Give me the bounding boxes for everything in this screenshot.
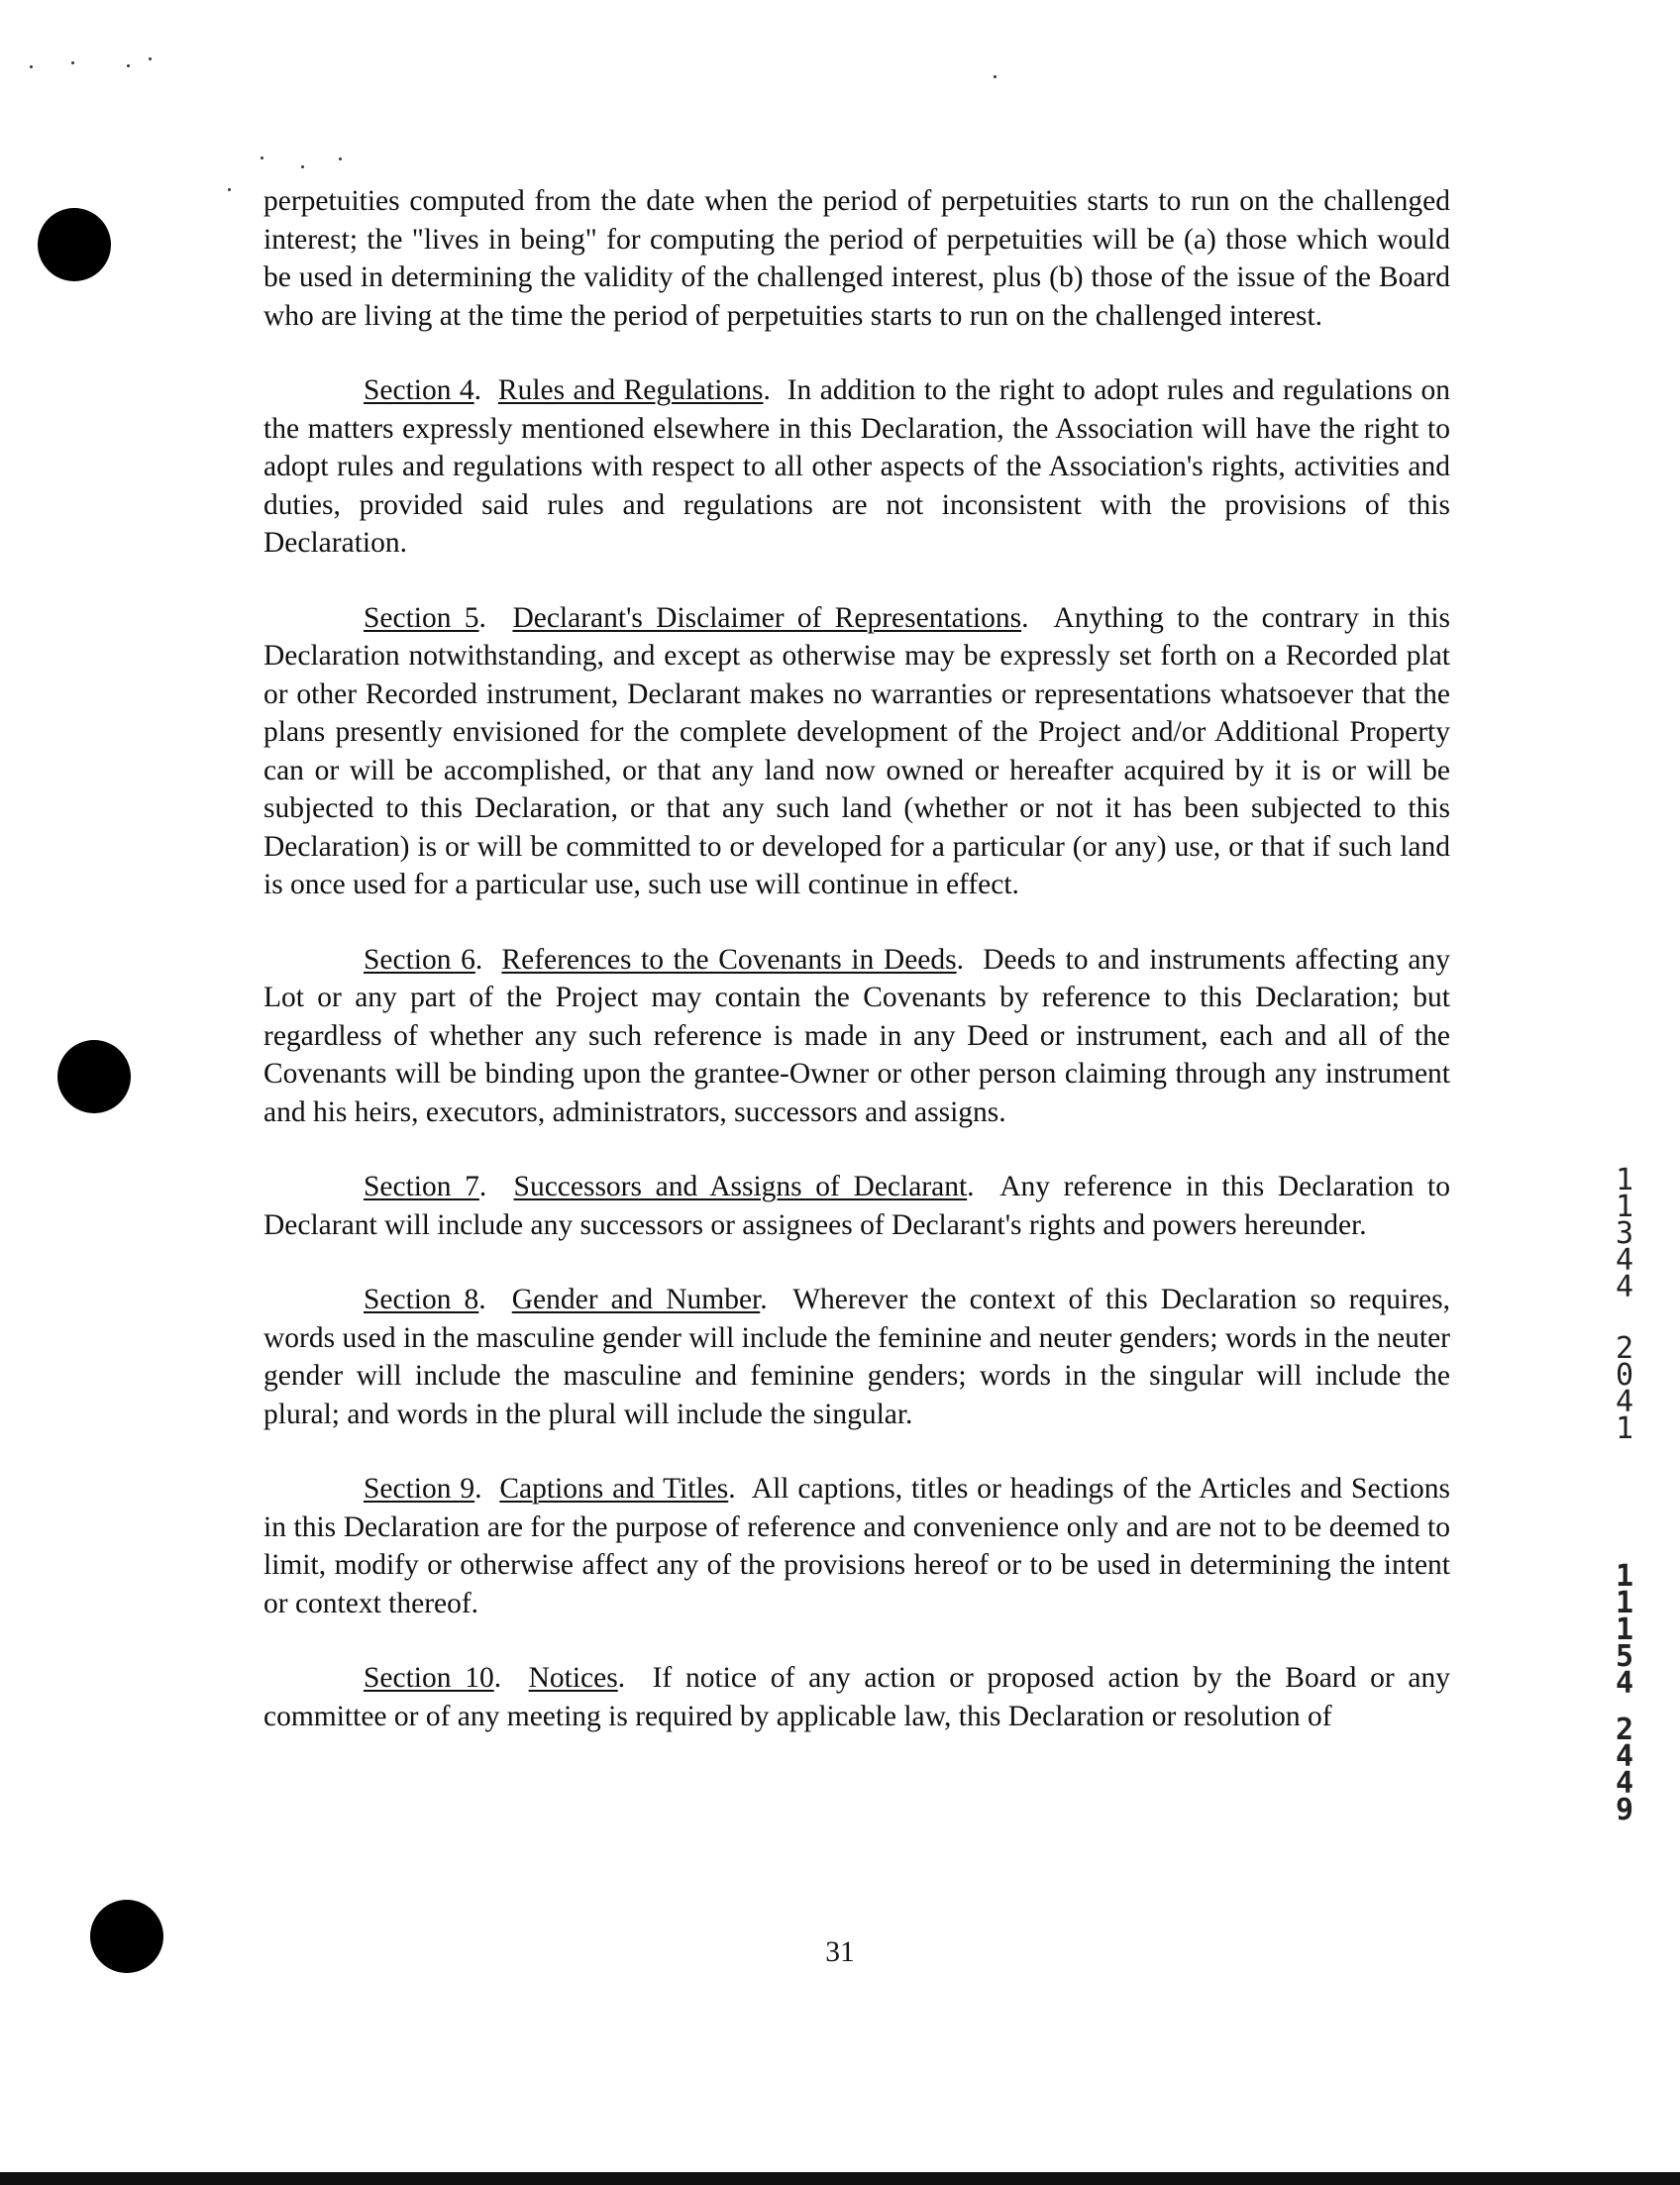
section-7-title: Successors and Assigns of Declarant [513, 1171, 968, 1202]
section-9-title: Captions and Titles [499, 1473, 729, 1505]
stamp-digit: 1 [1615, 1613, 1634, 1647]
section-10-number: Section 10 [364, 1662, 494, 1694]
section-6-title: References to the Covenants in Deeds [501, 943, 957, 976]
section-10-paragraph: Section 10. Notices. If notice of any action or proposed action by the Board or any committee or of any meeting is required by applicable law, this Declaration or resolution of [263, 1662, 1451, 1732]
stamp-digit: 4 [1615, 1270, 1634, 1304]
section-8-paragraph: Section 8. Gender and Number. Wherever the context of this Declaration so requires, words used in the masculine gender will include the feminine and neuter genders; words in the neuter gender will include the masculine and feminine genders; words in the singular will include the plural; and words in the plural will include the singular. [263, 1284, 1450, 1430]
stamp-digit: 4 [1615, 1766, 1634, 1801]
section-9-body: All captions, titles or headings of the Articles and Sections in this Declaration are for the purpose of reference and convenience only and are not to be deemed to limit, modify or otherwise affect any of the provisions hereof or to be used in determining the intent or context thereof. [263, 1473, 1451, 1619]
scan-speck [261, 156, 263, 159]
section-8-body: Wherever the context of this Declaration so requires, words used in the masculine gender will include the feminine and neuter genders; words in the neuter gender will include the masculine and feminine genders; words in the singular will include the plural; and words in the plural will include the singular. [263, 1284, 1450, 1430]
section-6-body: Deeds to and instruments affecting any Lot or any part of the Project may contain the Covenants by reference to this Declaration; but regardless of whether any such reference is made in any Deed or instrument, each and all of the Covenants will be binding upon the grantee-Owner or other person claiming through any instrument and his heirs, executors, administrators, successors and assigns. [263, 943, 1451, 1128]
section-10-body: If notice of any action or proposed action by the Board or any committee or of any meeting is required by applicable law, this Declaration or resolution of [263, 1662, 1451, 1732]
stamp-digit: 4 [1615, 1666, 1634, 1701]
stamp-digit: 4 [1615, 1243, 1634, 1278]
section-8-title: Gender and Number [511, 1284, 761, 1315]
scan-speck [301, 165, 304, 168]
section-9-paragraph: Section 9. Captions and Titles. All captions, titles or headings of the Articles and Sections in this Declaration are for the purpose of reference and convenience only and are not to be deemed to limit, modify or otherwise affect any of the provisions hereof or to be used in determining the intent or context thereof. [263, 1473, 1451, 1619]
stamp-digit: 1 [1615, 1411, 1634, 1446]
scan-speck [71, 61, 74, 64]
page-number: 31 [825, 1936, 855, 1968]
stamp-digit: 2 [1615, 1713, 1634, 1747]
recording-stamp-column-a [1605, 1163, 1644, 1446]
section-5-body: Anything to the contrary in this Declaration notwithstanding, and except as otherwise may be expressly set forth on a Recorded plat or other Recorded instrument, Declarant makes no warranties or representations whatsoever that the plans presently envisioned for the complete development of the Project and/or Additional Property can or will be accomplished, or that any land now owned or hereafter acquired by it is or will be subjected to this Declaration, or that any such land (whether or not it has been subjected to this Declaration) is or will be committed to or developed for a particular (or any) use, or that if such land is once used for a particular use, such use will continue in effect. [263, 601, 1451, 900]
stamp-digit: 1 [1615, 1190, 1634, 1224]
scan-speck [994, 75, 997, 78]
recording-stamp-column-b [1605, 1559, 1644, 1827]
punch-hole-middle [57, 1040, 131, 1113]
section-4-title: Rules and Regulations [497, 374, 764, 406]
section-5-paragraph: Section 5. Declarant's Disclaimer of Representations. Anything to the contrary in this Declaration notwithstanding, and except as otherwise may be expressly set forth on a Recorded plat or other Recorded instrument, Declarant makes no warranties or representations whatsoever that the plans presently envisioned for the complete development of the Project and/or Additional Property can or will be accomplished, or that any land now owned or hereafter acquired by it is or will be subjected to this Declaration, or that any such land (whether or not it has been subjected to this Declaration) is or will be committed to or developed for a particular (or any) use, or that if such land is once used for a particular use, such use will continue in effect. [263, 601, 1451, 900]
section-10-title: Notices [528, 1662, 618, 1694]
stamp-digit: 1 [1615, 1559, 1634, 1594]
scan-speck [30, 65, 33, 68]
section-4-paragraph: Section 4. Rules and Regulations. In addition to the right to adopt rules and regulations on the matters expressly mentioned elsewhere in this Declaration, the Association will have the right to adopt rules and regulations with respect to all other aspects of the Association's rights, activities and duties, provided said rules and regulations are not inconsistent with the provisions of this Declaration. [263, 374, 1450, 559]
section-7-paragraph: Section 7. Successors and Assigns of Declarant. Any reference in this Declaration to Declarant will include any successors or assignees of Declarant's rights and powers hereunder. [263, 1171, 1450, 1241]
section-7-body: Any reference in this Declaration to Declarant will include any successors or assignees of Declarant's rights and powers hereunder. [263, 1171, 1450, 1241]
scan-speck [339, 157, 342, 160]
section-6-paragraph: Section 6. References to the Covenants in Deeds. Deeds to and instruments affecting any Lot or any part of the Project may contain the Covenants by reference to this Declaration; but regardless of whether any such reference is made in any Deed or instrument, each and all of the Covenants will be binding upon the grantee-Owner or other person claiming through any instrument and his heirs, executors, administrators, successors and assigns. [263, 943, 1451, 1128]
scan-speck [149, 57, 152, 60]
scan-bottom-edge [0, 2172, 1680, 2185]
stamp-digit: 0 [1615, 1358, 1634, 1393]
stamp-digit: 1 [1615, 1163, 1634, 1197]
stamp-digit: 3 [1615, 1216, 1634, 1251]
section-4-body: In addition to the right to adopt rules and regulations on the matters expressly mentioned elsewhere in this Declaration, the Association will have the right to adopt rules and regulations with respect to all other aspects of the Association's rights, activities and duties, provided said rules and regulations are not inconsistent with the provisions of this Declaration. [263, 374, 1450, 559]
section-5-title: Declarant's Disclaimer of Representations [512, 601, 1022, 634]
section-4-number: Section 4 [364, 374, 474, 406]
section-9-number: Section 9 [364, 1473, 475, 1505]
section-5-number: Section 5 [364, 601, 479, 634]
stamp-digit: 1 [1615, 1586, 1634, 1620]
section-8-number: Section 8 [364, 1284, 479, 1315]
scan-speck [228, 188, 231, 191]
continuation-paragraph: perpetuities computed from the date when the period of perpetuities starts to run on the challenged interest; the "lives in being" for computing the period of perpetuities will be (a) those which would be used in determining the validity of the challenged interest, plus (b) those of the issue of the Board who are living at the time the period of perpetuities starts to run on the challenged interest. [263, 185, 1450, 332]
stamp-digit: 4 [1615, 1739, 1634, 1774]
section-7-number: Section 7 [364, 1171, 479, 1202]
scan-speck [127, 64, 130, 67]
stamp-digit: 2 [1615, 1331, 1634, 1366]
stamp-digit: 5 [1615, 1639, 1634, 1674]
section-6-number: Section 6 [364, 943, 475, 976]
stamp-digit: 9 [1615, 1793, 1634, 1827]
document-body [263, 182, 1450, 1772]
punch-hole-top [38, 208, 111, 281]
stamp-digit: 4 [1615, 1385, 1634, 1419]
